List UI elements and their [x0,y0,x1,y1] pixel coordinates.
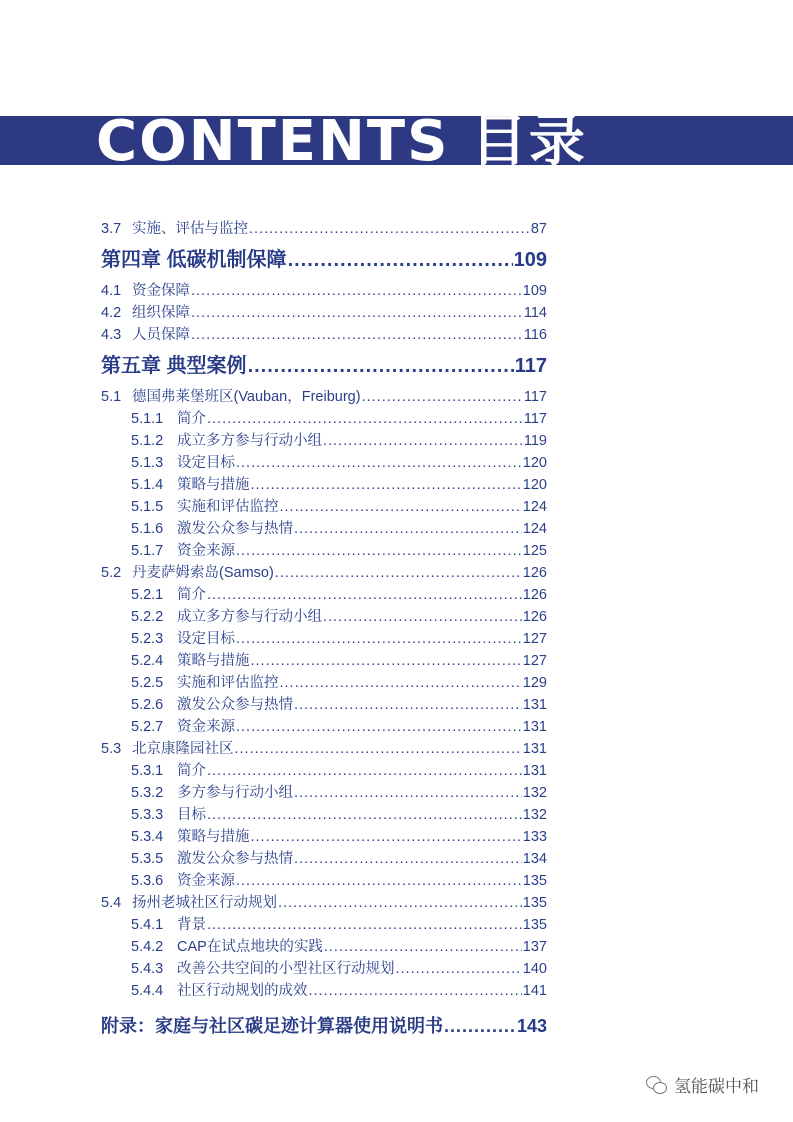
entry-page: 133 [522,829,547,845]
leader-dots [444,1006,516,1046]
toc-entry-4-1[interactable] [101,280,547,302]
entry-number: 5.1.6 [131,521,164,537]
toc-entry-5-2[interactable] [101,562,547,584]
entry-number: 5.1 [101,389,122,405]
entry-page: 125 [522,543,547,559]
entry-label: 社区行动规划的成效 [177,983,308,999]
entry-label: 激发公众参与热情 [177,521,293,537]
table-of-contents [101,218,547,1046]
leader-dots [236,716,522,738]
leader-dots [275,562,522,584]
entry-label: 资金来源 [177,873,235,889]
page-title: CONTENTS 目录 [96,109,587,174]
entry-page: 120 [522,477,547,493]
leader-dots [294,782,522,804]
entry-number: 5.2.6 [131,697,164,713]
entry-label: 人员保障 [132,327,190,343]
entry-page: 109 [522,283,547,299]
watermark [646,1072,759,1097]
leader-dots [280,672,522,694]
leader-dots [207,804,522,826]
toc-entry-5-3-4[interactable] [101,826,547,848]
entry-number: 5.1.2 [131,433,164,449]
toc-entry-4-3[interactable] [101,324,547,346]
chapter-page: 109 [513,249,547,271]
leader-dots [207,914,522,936]
entry-label: 目标 [177,807,206,823]
entry-page: 141 [522,983,547,999]
toc-chapter-4[interactable] [101,240,547,280]
entry-label: 资金来源 [177,719,235,735]
entry-label: 资金来源 [177,543,235,559]
toc-entry-5-1-2[interactable] [101,430,547,452]
leader-dots [278,892,522,914]
leader-dots [248,346,514,386]
toc-entry-5-1-6[interactable] [101,518,547,540]
entry-page: 117 [523,389,547,405]
entry-number: 5.2.7 [131,719,164,735]
toc-entry-5-1-4[interactable] [101,474,547,496]
leader-dots [294,694,522,716]
entry-label: 德国弗莱堡班区(Vauban，Freiburg) [132,389,361,405]
toc-entry-5-4-2[interactable] [101,936,547,958]
leader-dots [207,408,523,430]
entry-page: 124 [522,499,547,515]
entry-number: 5.2 [101,565,122,581]
entry-number: 4.1 [101,283,122,299]
leader-dots [309,980,522,1002]
leader-dots [207,584,522,606]
toc-entry-5-1-5[interactable] [101,496,547,518]
leader-dots [236,628,522,650]
toc-entry-4-2[interactable] [101,302,547,324]
toc-entry-5-2-2[interactable] [101,606,547,628]
leader-dots [251,826,522,848]
entry-number: 5.2.5 [131,675,164,691]
leader-dots [236,452,522,474]
entry-label: 成立多方参与行动小组 [177,609,322,625]
entry-label: 背景 [177,917,206,933]
entry-page: 116 [523,327,547,343]
entry-number: 5.4 [101,895,122,911]
toc-entry-5-2-5[interactable] [101,672,547,694]
entry-label: 资金保障 [132,283,190,299]
entry-page: 119 [523,433,547,449]
toc-entry-5-2-4[interactable] [101,650,547,672]
entry-label: 丹麦萨姆索岛(Samso) [132,565,274,581]
entry-number: 5.3.6 [131,873,164,889]
leader-dots [362,386,523,408]
toc-entry-5-3[interactable] [101,738,547,760]
entry-number: 5.3.5 [131,851,164,867]
leader-dots [236,540,522,562]
wechat-icon [646,1076,668,1094]
toc-entry-5-4-1[interactable] [101,914,547,936]
entry-page: 114 [523,305,547,321]
leader-dots [235,738,522,760]
toc-entry-5-2-3[interactable] [101,628,547,650]
entry-number: 5.3.4 [131,829,164,845]
entry-page: 134 [522,851,547,867]
toc-entry-5-2-7[interactable] [101,716,547,738]
entry-label: 多方参与行动小组 [177,785,293,801]
leader-dots [207,760,522,782]
entry-page: 137 [522,939,547,955]
entry-label: 策略与措施 [177,829,250,845]
entry-number: 5.2.1 [131,587,164,603]
entry-page: 132 [522,785,547,801]
leader-dots [251,650,522,672]
entry-label: 激发公众参与热情 [177,851,293,867]
toc-entry-5-3-6[interactable] [101,870,547,892]
leader-dots [191,324,523,346]
chapter-page: 117 [514,355,547,377]
entry-page: 126 [522,587,547,603]
entry-label: 北京康隆园社区 [132,741,234,757]
entry-number: 5.3.3 [131,807,164,823]
entry-page: 131 [522,697,547,713]
entry-label: 扬州老城社区行动规划 [132,895,277,911]
toc-entry-5-1-7[interactable] [101,540,547,562]
entry-page: 126 [522,609,547,625]
entry-page: 140 [522,961,547,977]
entry-number: 5.3 [101,741,122,757]
leader-dots [280,496,522,518]
entry-number: 5.4.1 [131,917,164,933]
entry-number: 5.1.5 [131,499,164,515]
leader-dots [251,474,522,496]
entry-page: 124 [522,521,547,537]
entry-number: 5.4.4 [131,983,164,999]
entry-label: 策略与措施 [177,477,250,493]
leader-dots [323,606,522,628]
entry-label: 改善公共空间的小型社区行动规划 [177,961,395,977]
entry-page: 131 [522,719,547,735]
leader-dots [288,240,513,280]
chapter-label: 第四章 低碳机制保障 [101,249,287,271]
entry-page: 135 [522,873,547,889]
entry-label: 简介 [177,587,206,603]
toc-entry-5-4-4[interactable] [101,980,547,1002]
entry-page: 131 [522,763,547,779]
toc-chapter-5[interactable] [101,346,547,386]
entry-label: 设定目标 [177,455,235,471]
toc-entry-5-1-1[interactable] [101,408,547,430]
toc-entry-5-3-5[interactable] [101,848,547,870]
toc-entry-5-1-3[interactable] [101,452,547,474]
entry-page: 135 [522,895,547,911]
entry-number: 5.1.1 [131,411,164,427]
entry-page: 127 [522,653,547,669]
entry-page: 87 [530,221,547,237]
leader-dots [191,280,522,302]
toc-appendix[interactable] [101,1006,547,1046]
entry-page: 131 [522,741,547,757]
toc-entry-5-3-1[interactable] [101,760,547,782]
entry-label: 激发公众参与热情 [177,697,293,713]
toc-entry-5-4-3[interactable] [101,958,547,980]
entry-number: 5.3.2 [131,785,164,801]
entry-number: 5.3.1 [131,763,164,779]
appendix-label: 附录：家庭与社区碳足迹计算器使用说明书 [101,1016,443,1036]
leader-dots [294,518,522,540]
entry-number: 5.1.3 [131,455,164,471]
entry-label: CAP在试点地块的实践 [177,939,323,955]
entry-page: 120 [522,455,547,471]
toc-entry-5-1[interactable] [101,386,547,408]
entry-label: 实施、评估与监控 [132,221,248,237]
entry-page: 135 [522,917,547,933]
watermark-text: 氢能碳中和 [674,1077,759,1096]
toc-entry-5-4[interactable] [101,892,547,914]
entry-label: 简介 [177,763,206,779]
entry-label: 简介 [177,411,206,427]
leader-dots [294,848,522,870]
leader-dots [249,218,530,240]
toc-entry-3-7[interactable] [101,218,547,240]
appendix-page: 143 [516,1016,547,1036]
entry-number: 5.2.3 [131,631,164,647]
entry-label: 实施和评估监控 [177,499,279,515]
entry-number: 4.2 [101,305,122,321]
entry-label: 组织保障 [132,305,190,321]
entry-number: 5.1.4 [131,477,164,493]
entry-page: 126 [522,565,547,581]
entry-label: 实施和评估监控 [177,675,279,691]
entry-number: 5.1.7 [131,543,164,559]
leader-dots [236,870,522,892]
leader-dots [324,936,522,958]
toc-entry-5-2-6[interactable] [101,694,547,716]
leader-dots [191,302,523,324]
entry-number: 5.4.3 [131,961,164,977]
entry-page: 129 [522,675,547,691]
toc-entry-5-2-1[interactable] [101,584,547,606]
entry-label: 设定目标 [177,631,235,647]
toc-entry-5-3-3[interactable] [101,804,547,826]
entry-label: 策略与措施 [177,653,250,669]
chapter-label: 第五章 典型案例 [101,355,247,377]
leader-dots [323,430,523,452]
entry-label: 成立多方参与行动小组 [177,433,322,449]
toc-entry-5-3-2[interactable] [101,782,547,804]
entry-page: 127 [522,631,547,647]
entry-number: 4.3 [101,327,122,343]
entry-number: 5.2.4 [131,653,164,669]
entry-number: 5.2.2 [131,609,164,625]
entry-number: 5.4.2 [131,939,164,955]
entry-page: 132 [522,807,547,823]
leader-dots [396,958,522,980]
entry-number: 3.7 [101,221,122,237]
entry-page: 117 [523,411,547,427]
